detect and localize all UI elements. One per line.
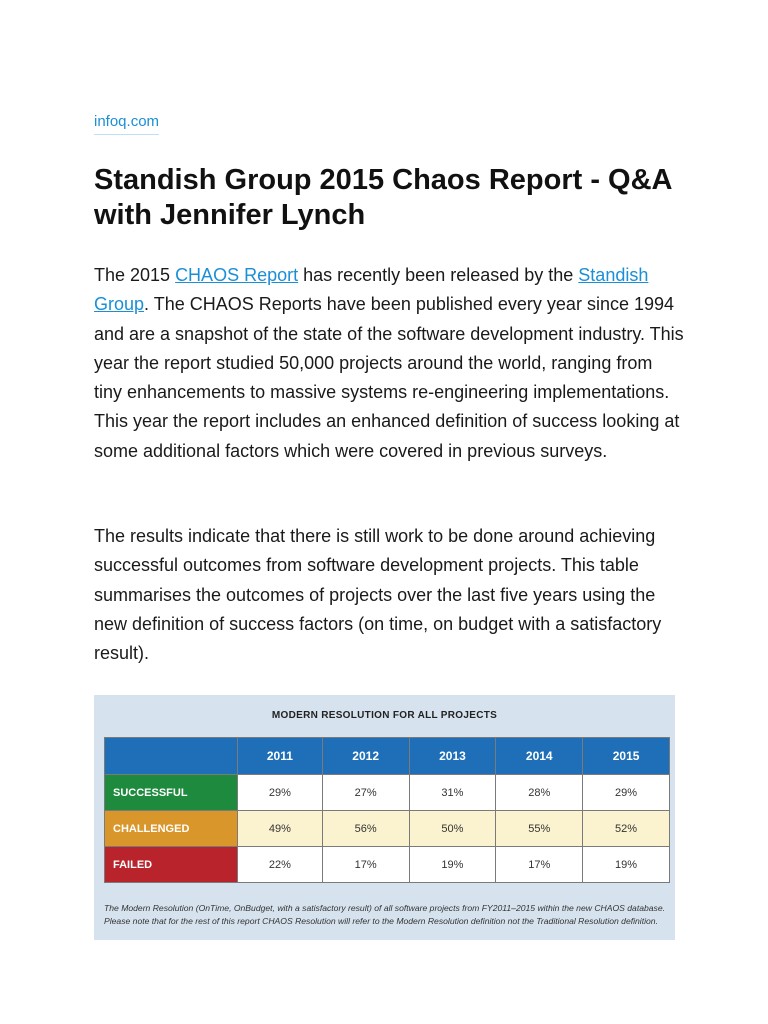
intro-text-1: The 2015 — [94, 265, 176, 285]
standish-group-link[interactable]: Standish Group — [94, 265, 649, 315]
column-header: 2014 — [496, 738, 583, 775]
table-cell: 19% — [583, 847, 670, 883]
table-cell: 29% — [583, 775, 670, 811]
column-header: 2013 — [409, 738, 496, 775]
table-cell: 49% — [238, 811, 323, 847]
row-label-challenged: CHALLENGED — [105, 811, 238, 847]
table-header-row — [105, 738, 670, 775]
figure-title: MODERN RESOLUTION FOR ALL PROJECTS — [271, 710, 498, 721]
table-cell: 55% — [496, 811, 583, 847]
table-cell: 28% — [496, 775, 583, 811]
table-row-challenged — [105, 811, 670, 847]
intro-paragraph — [94, 261, 684, 466]
column-header: 2012 — [322, 738, 409, 775]
intro-text-3: . The CHAOS Reports have been published every year since 1994 and are a snapshot of the state of the software development industry. This year the report studied 50,000 projects around the world, ranging from tiny enhancements to massive systems re-engineering implementations. This year the report includes an enhanced definition of success looking at some additional factors which were covered in previous surveys. — [94, 294, 684, 461]
table-row-failed — [105, 847, 670, 883]
table-cell: 17% — [322, 847, 409, 883]
table-cell: 17% — [496, 847, 583, 883]
table-cell: 52% — [583, 811, 670, 847]
table-cell: 56% — [322, 811, 409, 847]
table-cell: 31% — [409, 775, 496, 811]
table-cell: 50% — [409, 811, 496, 847]
row-label-failed: FAILED — [105, 847, 238, 883]
resolution-figure — [94, 695, 675, 940]
figure-caption: The Modern Resolution (OnTime, OnBudget, with a satisfactory result) of all software projects from FY2011–2015 within the new CHAOS database. Please note that for the rest of this report CHAOS Resolution will refer to the Modern Resolution definition not the Traditional Resolution definition. — [104, 903, 666, 926]
table-cell: 22% — [238, 847, 323, 883]
column-header: 2015 — [583, 738, 670, 775]
results-paragraph: The results indicate that there is still work to be done around achieving successful outcomes from software development projects. This table summarises the outcomes of projects over the last five years using the new definition of success factors (on time, on budget with a satisfactory result). — [94, 526, 662, 664]
source-link[interactable]: infoq.com — [94, 113, 159, 135]
row-label-successful: SUCCESSFUL — [105, 775, 238, 811]
table-cell: 19% — [409, 847, 496, 883]
article-title: Standish Group 2015 Chaos Report - Q&A with Jennifer Lynch — [94, 164, 672, 231]
chaos-report-link[interactable]: CHAOS Report — [175, 265, 299, 285]
table-cell: 29% — [238, 775, 323, 811]
resolution-table — [104, 737, 670, 883]
table-row-successful — [105, 775, 670, 811]
column-header: 2011 — [238, 738, 323, 775]
table-corner-cell — [105, 738, 238, 775]
intro-text-2: has recently been released by the — [298, 265, 579, 285]
table-cell: 27% — [322, 775, 409, 811]
